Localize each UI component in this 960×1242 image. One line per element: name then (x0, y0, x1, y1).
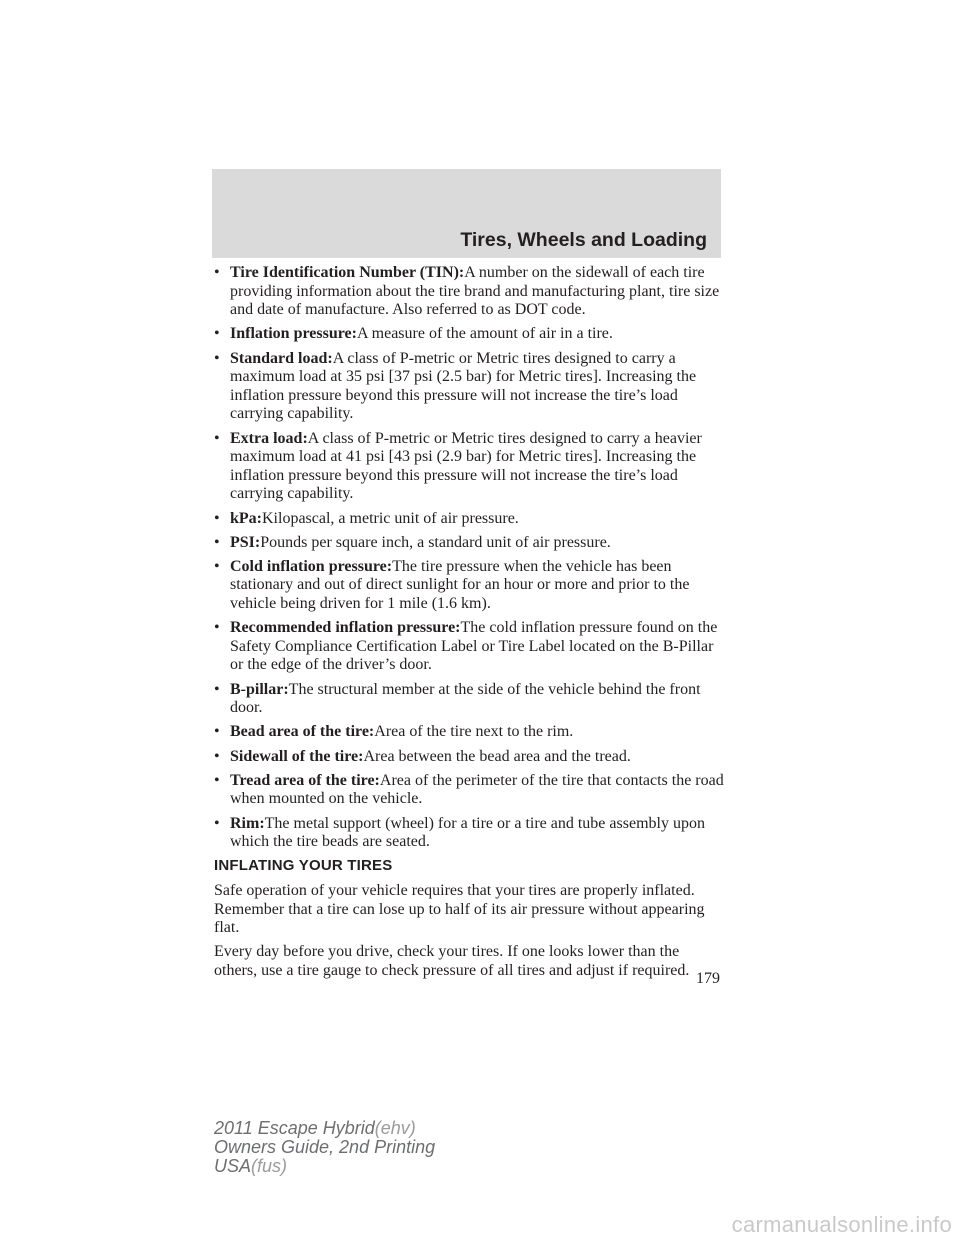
term-definition: A class of P-metric or Metric tires designed to carry a maximum load at 35 psi [37 psi (2.5 bar) for Metric tires]. Increasing the inflation pressure beyond this pressure will not increase the tire’s load carrying capability. (230, 349, 697, 423)
bullet: • (214, 325, 220, 343)
glossary-list (214, 264, 724, 852)
footer-market: USA (214, 1156, 252, 1176)
watermark: carmanualsonline.info (731, 1212, 952, 1237)
term-name: Extra load: (230, 429, 308, 447)
footer-line (214, 1119, 435, 1138)
footer-market-code: (fus) (251, 1156, 288, 1176)
term-name: Sidewall of the tire: (230, 747, 364, 765)
term-definition: Area of the tire next to the rim. (374, 723, 574, 741)
glossary-item (214, 558, 724, 614)
term-name: Tread area of the tire: (230, 771, 380, 789)
bullet: • (214, 533, 220, 551)
footer-line: Owners Guide, 2nd Printing (214, 1137, 436, 1157)
term-definition: Kilopascal, a metric unit of air pressure. (262, 509, 519, 527)
term-definition: A measure of the amount of air in a tire. (356, 325, 613, 343)
bullet: • (214, 429, 220, 447)
term-name: kPa: (230, 509, 262, 527)
print-footer (214, 1119, 435, 1176)
term-name: PSI: (230, 533, 261, 551)
term-definition: Pounds per square inch, a standard unit of air pressure. (260, 533, 611, 551)
footer-model-code: (ehv) (374, 1118, 416, 1138)
term-definition: The tire pressure when the vehicle has been stationary and out of direct sunlight for an hour or more and prior to the vehicle being driven for 1 mile (1.6 km). (230, 557, 690, 613)
term-name: Bead area of the tire: (230, 723, 375, 741)
bullet: • (214, 619, 220, 637)
term-name: Recommended inflation pressure: (230, 619, 461, 637)
bullet: • (214, 509, 220, 527)
body-paragraph: Safe operation of your vehicle requires that your tires are properly inflated. Remember that a tire can lose up to half of its air pressure without appearing flat. (214, 881, 705, 937)
section-header-band (212, 169, 721, 258)
term-name: Tire Identification Number (TIN): (230, 264, 465, 281)
page-number: 179 (696, 970, 720, 987)
bullet: • (214, 557, 220, 575)
term-definition: A class of P-metric or Metric tires designed to carry a heavier maximum load at 41 psi [43 psi (2.9 bar) for Metric tires]. Increasing the inflation pressure beyond this pressure will not increase the tire’s load carrying capability. (230, 429, 702, 503)
term-name: Cold inflation pressure: (230, 557, 393, 575)
glossary-item (214, 510, 724, 529)
term-definition: A number on the sidewall of each tire providing information about the tire brand and manufacturing plant, tire size and date of manufacture. Also referred to as DOT code. (230, 264, 720, 319)
body-paragraph: Every day before you drive, check your tires. If one looks lower than the others, use a tire gauge to check pressure of all tires and adjust if required. (214, 943, 690, 979)
bullet: • (214, 349, 220, 367)
term-definition: The structural member at the side of the vehicle behind the front door. (230, 680, 701, 717)
term-name: Rim: (230, 814, 265, 832)
glossary-item (214, 325, 724, 344)
glossary-item (214, 748, 724, 767)
term-name: Inflation pressure: (230, 325, 357, 343)
glossary-item (214, 534, 724, 553)
glossary-item (214, 815, 724, 852)
bullet: • (214, 723, 220, 741)
term-definition: The metal support (wheel) for a tire or a tire and tube assembly upon which the tire beads are seated. (230, 814, 705, 851)
term-definition: Area of the perimeter of the tire that contacts the road when mounted on the vehicle. (230, 771, 724, 808)
glossary-item (214, 264, 724, 320)
bullet: • (214, 814, 220, 832)
section-heading: INFLATING YOUR TIRES (214, 857, 393, 875)
glossary-item (214, 350, 724, 424)
glossary-item (214, 772, 724, 809)
section-title: Tires, Wheels and Loading (460, 229, 707, 251)
bullet: • (214, 771, 220, 789)
glossary-item (214, 619, 724, 675)
footer-line (214, 1157, 435, 1176)
term-name: Standard load: (230, 349, 333, 367)
glossary-item (214, 723, 724, 742)
page-content (214, 264, 724, 986)
term-name: B-pillar: (230, 680, 289, 698)
bullet: • (214, 680, 220, 698)
term-definition: The cold inflation pressure found on the Safety Compliance Certification Label or Tire Label located on the B-Pillar or the edge of the driver’s door. (230, 619, 718, 674)
glossary-item (214, 430, 724, 504)
term-definition: Area between the bead area and the tread. (363, 747, 631, 765)
footer-model: 2011 Escape Hybrid (214, 1118, 375, 1138)
glossary-item (214, 681, 724, 718)
bullet: • (214, 747, 220, 765)
bullet: • (214, 264, 220, 281)
